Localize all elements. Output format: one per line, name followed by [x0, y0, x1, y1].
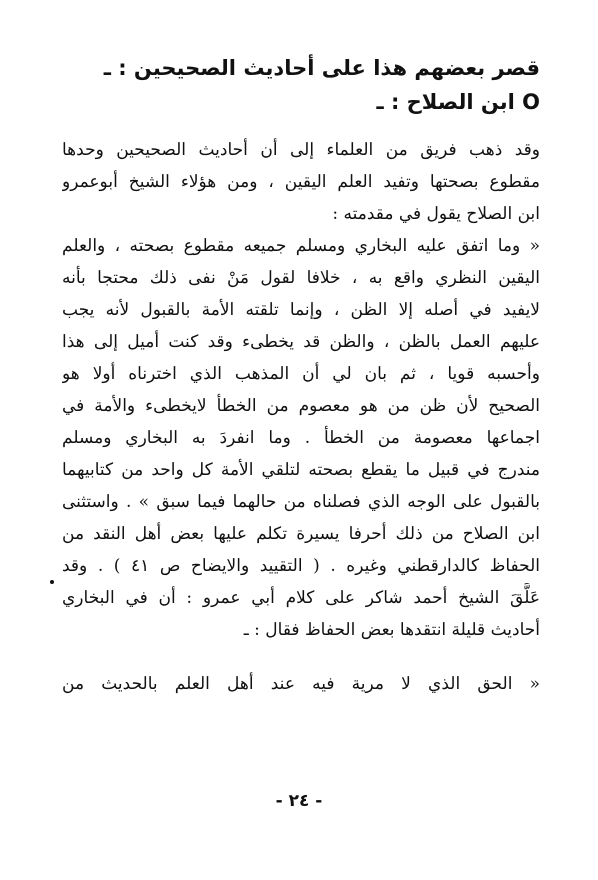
subsection-heading: O ابن الصلاح : ـ: [376, 90, 540, 114]
section-heading: قصر بعضهم هذا على أحاديث الصحيحين : ـ: [103, 56, 540, 80]
page-number: - ٢٤ -: [275, 791, 323, 811]
margin-dot-mark: [50, 580, 54, 584]
quote-line: « الحق الذي لا مرية فيه عند أهل العلم بالحديث من: [62, 674, 540, 694]
quote-line: وأحسبه قويا ، ثم بان لي أن المذهب الذي اخترناه أولا هو: [62, 364, 540, 384]
paragraph-line: وقد ذهب فريق من العلماء إلى أن أحاديث الصحيحين وحدها: [62, 140, 540, 160]
quote-line: مندرج في قبيل ما يقطع بصحته لتلقي الأمة كل واحد من كتابيهما: [62, 460, 540, 480]
paragraph-line: الحفاظ كالدارقطني وغيره . ( التقييد والايضاح ص ٤١ ) . وقد: [62, 556, 540, 576]
paragraph-line: ابن الصلاح من ذلك أحرفا يسيرة تكلم عليها بعض أهل النقد من: [62, 524, 540, 544]
quote-line: اليقين النظري واقع به ، خلافا لقول مَنْ نفى ذلك محتجا بأنه: [62, 268, 540, 288]
quote-line: لايفيد في أصله إلا الظن ، وإنما تلقته الأمة بالقبول لأنه يجب: [62, 300, 540, 320]
quote-line: اجماعها معصومة من الخطأ . وما انفردَ به البخاري ومسلم: [62, 428, 540, 448]
quote-line: عليهم العمل بالظن ، والظن قد يخطىء وقد كنت أميل إلى هذا: [62, 332, 540, 352]
paragraph-line: عَلَّقَ الشيخ أحمد شاكر على كلام أبي عمرو : أن في البخاري: [62, 588, 540, 608]
quote-line: بالقبول على الوجه الذي فصلناه من حالهما فيما سبق » . واستثنى: [62, 492, 540, 512]
quote-line: « وما اتفق عليه البخاري ومسلم جميعه مقطوع بصحته ، والعلم: [62, 236, 540, 256]
paragraph-line: أحاديث قليلة انتقدها بعض الحفاظ فقال : ـ: [243, 620, 540, 640]
paragraph-line: ابن الصلاح يقول في مقدمته :: [332, 204, 540, 224]
quote-line: الصحيح لأن ظن من هو معصوم من الخطأ لايخطىء والأمة في: [62, 396, 540, 416]
paragraph-line: مقطوع بصحتها وتفيد العلم اليقين ، ومن هؤلاء الشيخ أبوعمرو: [62, 172, 540, 192]
